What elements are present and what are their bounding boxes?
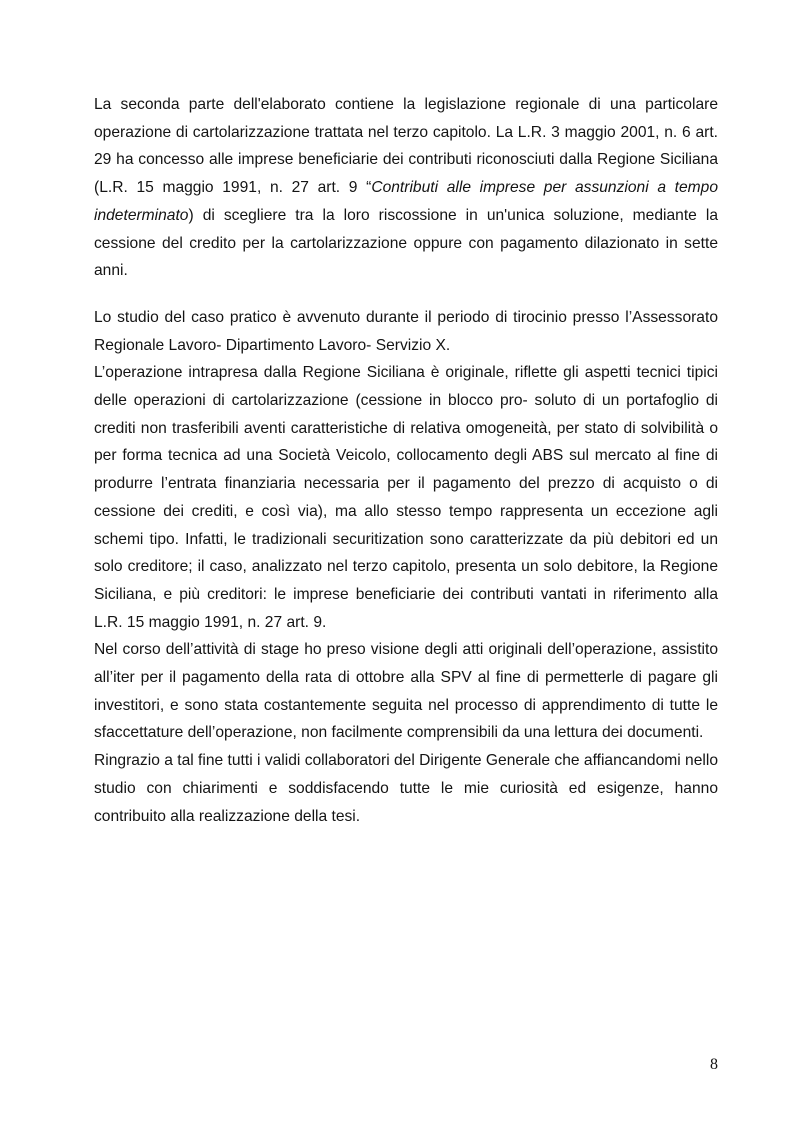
law-title-italic: Contributi alle imprese per assunzioni a tempo indeterminato	[94, 179, 718, 224]
paragraph-stage: Nel corso dell’attività di stage ho preso visione degli atti originali dell’operazione, assistito all’iter per il pagamento della rata di ottobre alla SPV al fine di permetterle di pagare gli investitori, e sono stata costantemente seguita nel processo di apprendimento di tutte le sfaccettature dell’operazione, non facilmente comprensibili da una lettura dei documenti.	[94, 641, 718, 742]
paragraph-thanks: Ringrazio a tal fine tutti i validi collaboratori del Dirigente Generale che affiancandomi nello studio con chiarimenti e soddisfacendo tutte le mie curiosità ed esigenze, hanno contribuito alla realizzazione della tesi.	[94, 752, 718, 825]
paragraph-operation: L’operazione intrapresa dalla Regione Siciliana è originale, riflette gli aspetti tecnici tipici delle operazioni di cartolarizzazione (cessione in blocco pro- soluto di un portafoglio di crediti non trasferibili aventi caratteristiche di relativa omogeneità, per stato di solvibilità o per forma tecnica ad una Società Veicolo, collocamento degli ABS sul mercato al fine di produrre l’entrata finanziaria necessaria per il pagamento del prezzo di acquisto o di cessione dei crediti, e così via), ma allo stesso tempo rappresenta un eccezione agli schemi tipo. Infatti, le tradizionali securitization sono caratterizzate da più debitori ed un solo creditore; il caso, analizzato nel terzo capitolo, presenta un solo debitore, la Regione Siciliana, e più creditori: le imprese beneficiarie dei contributi vantati in riferimento alla L.R. 15 maggio 1991, n. 27 art. 9.	[94, 364, 718, 631]
paragraph-case-study: Lo studio del caso pratico è avvenuto durante il periodo di tirocinio presso l’Assessorato Regionale Lavoro- Dipartimento Lavoro- Servizio X.	[94, 308, 718, 354]
body-text	[94, 91, 718, 830]
page-number: 8	[710, 1056, 718, 1073]
paragraph-gap	[94, 285, 718, 304]
paragraph-legislation: La seconda parte dell'elaborato contiene la legislazione regionale di una particolare operazione di cartolarizzazione trattata nel terzo capitolo. La L.R. 3 maggio 2001, n. 6 art. 29 ha concesso alle imprese beneficiarie dei contributi riconosciuti dalla Regione Siciliana (L.R. 15 maggio 1991, n. 27 art. 9 “Contributi alle imprese per assunzioni a tempo indeterminato) di scegliere tra la loro riscossione in un'unica soluzione, mediante la cessione del credito per la cartolarizzazione oppure con pagamento dilazionato in sette anni.	[94, 96, 718, 280]
